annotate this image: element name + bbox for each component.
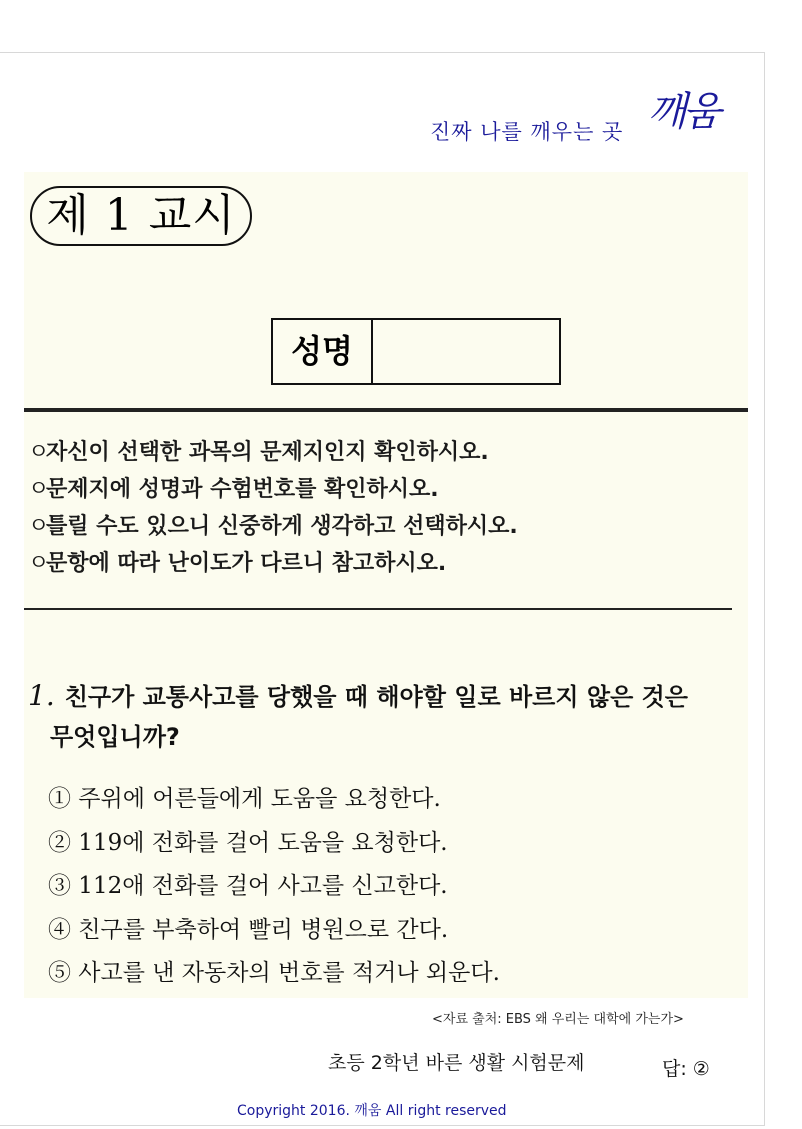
name-field[interactable] [373, 320, 559, 383]
question [28, 676, 748, 757]
instruction-text: 틀릴 수도 있으니 신중하게 생각하고 선택하시오. [46, 514, 518, 539]
option-1[interactable]: ① 주위에 어른들에게 도움을 요청한다. [48, 786, 441, 812]
bullet-icon: ㅇ [28, 440, 50, 465]
instructions-list [28, 434, 518, 582]
instruction-item [28, 545, 518, 582]
instruction-item [28, 471, 518, 508]
period-title: 제 1 교시 [30, 186, 252, 246]
subject-caption: 초등 2학년 바른 생활 시험문제 [328, 1052, 585, 1074]
instruction-text: 자신이 선택한 과목의 문제지인지 확인하시오. [46, 440, 489, 465]
instruction-text: 문제지에 성명과 수험번호를 확인하시오. [46, 477, 439, 502]
option-2[interactable]: ② 119에 전화를 걸어 도움을 요청한다. [48, 829, 448, 856]
bullet-icon: ㅇ [28, 551, 50, 576]
bullet-icon: ㅇ [28, 514, 50, 539]
answer-caption: 답: ② [662, 1058, 710, 1080]
question-text-line1: 친구가 교통사고를 당했을 때 해야할 일로 바르지 않은 것은 [64, 683, 688, 711]
source-caption: <자료 출처: EBS 왜 우리는 대학에 가는가> [432, 1012, 684, 1027]
divider-thick [24, 408, 748, 412]
question-number: 1. [28, 679, 55, 712]
option-3[interactable]: ③ 112애 전화를 걸어 사고를 신고한다. [48, 873, 448, 899]
option-5[interactable]: ⑤ 사고를 낸 자동차의 번호를 적거나 외운다. [48, 960, 500, 986]
instruction-item [28, 434, 518, 471]
divider-thin [24, 608, 732, 610]
question-text-line2: 무엇입니까? [50, 723, 180, 751]
instruction-item [28, 508, 518, 545]
copyright-text: Copyright 2016. 깨움 All right reserved [237, 1103, 507, 1119]
brand-logo: 깨움 [648, 89, 718, 135]
exam-paper [24, 172, 748, 998]
name-box [271, 318, 561, 385]
name-label: 성명 [273, 320, 373, 383]
instruction-text: 문항에 따라 난이도가 다르니 참고하시오. [46, 551, 447, 576]
answer-options [48, 778, 500, 996]
brand-slogan: 진짜 나를 깨우는 곳 [430, 120, 624, 144]
option-4[interactable]: ④ 친구를 부축하여 빨리 병원으로 간다. [48, 916, 449, 943]
bullet-icon: ㅇ [28, 477, 50, 502]
